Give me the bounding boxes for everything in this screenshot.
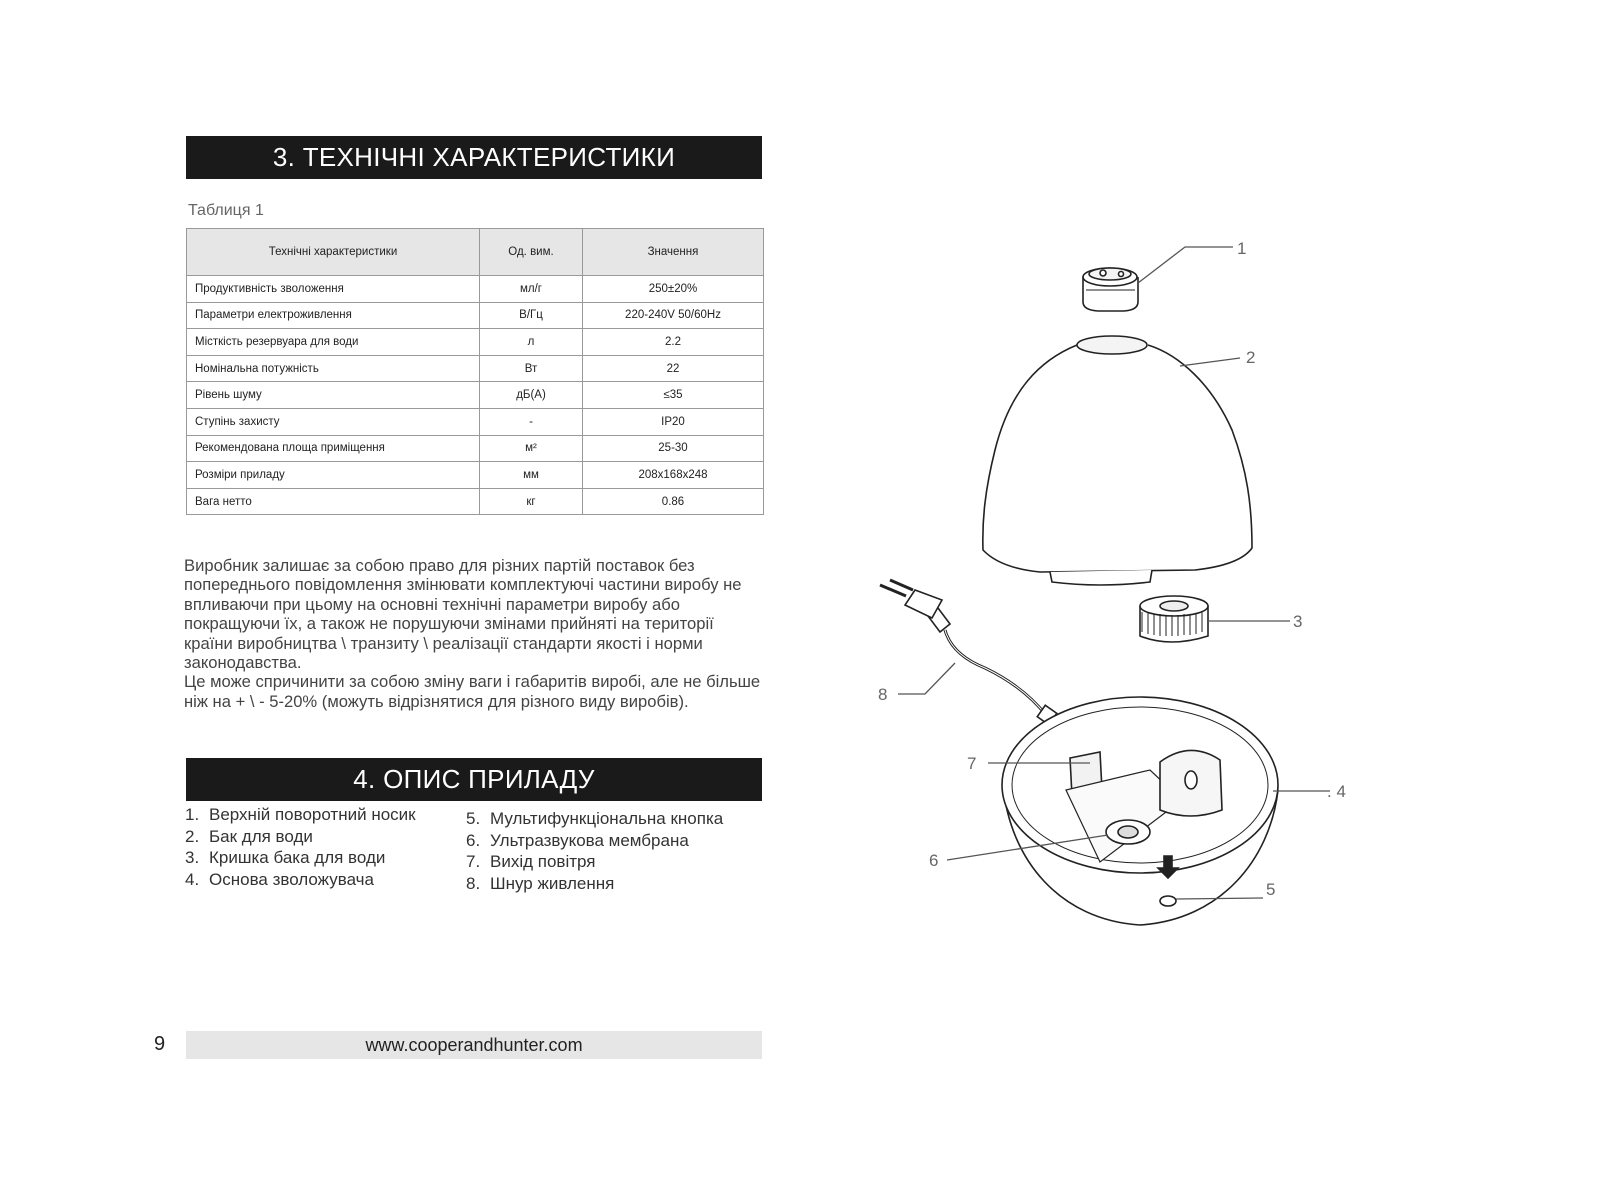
item-number: 4. — [185, 869, 200, 889]
item-number: 6. — [466, 830, 481, 850]
spec-table — [186, 228, 764, 515]
row-unit: В/Гц — [480, 302, 583, 329]
section-3-title: 3. ТЕХНІЧНІ ХАРАКТЕРИСТИКИ — [186, 136, 762, 179]
row-unit: Вт — [480, 355, 583, 382]
callout-8: 8 — [878, 685, 888, 704]
item-label: Бак для води — [209, 826, 313, 846]
header-value: Значення — [583, 229, 764, 276]
row-characteristic: Рекомендована площа приміщення — [187, 435, 480, 462]
item-number: 1. — [185, 805, 200, 824]
row-unit: мл/г — [480, 276, 583, 303]
footer-bar — [186, 1031, 762, 1059]
table-row — [187, 408, 764, 435]
table-row — [187, 435, 764, 462]
section-4-title: 4. ОПИС ПРИЛАДУ — [186, 758, 762, 801]
row-value: 220-240V 50/60Hz — [583, 302, 764, 329]
callout-2: 2 — [1246, 348, 1256, 367]
humidifier-base-part — [1002, 697, 1278, 925]
table-row — [187, 329, 764, 356]
page-number: 9 — [154, 1033, 166, 1055]
callout-6: 6 — [929, 851, 939, 870]
row-unit: кг — [480, 488, 583, 515]
callout-1: 1 — [1237, 239, 1247, 258]
row-characteristic: Вага нетто — [187, 488, 480, 515]
item-label: Вихід повітря — [490, 852, 596, 872]
row-value: 25-30 — [583, 435, 764, 462]
list-item — [466, 851, 723, 873]
row-value: 0.86 — [583, 488, 764, 515]
row-value: 22 — [583, 355, 764, 382]
row-characteristic: Продуктивність зволоження — [187, 276, 480, 303]
table-row — [187, 382, 764, 409]
item-number: 3. — [185, 848, 200, 868]
water-tank-part — [983, 336, 1252, 585]
item-label: Ультразвукова мембрана — [490, 830, 689, 850]
callout-3: 3 — [1293, 612, 1303, 631]
callout-7: 7 — [967, 754, 977, 773]
item-number: 5. — [466, 809, 481, 828]
table-row — [187, 462, 764, 489]
item-label: Основа зволожувача — [209, 869, 374, 889]
table-row — [187, 355, 764, 382]
top-nozzle-part — [1083, 268, 1138, 311]
row-unit: л — [480, 329, 583, 356]
row-unit: дБ(А) — [480, 382, 583, 409]
callout-4: . 4 — [1327, 782, 1346, 801]
disclaimer-paragraph-2: Це може спричинити за собою зміну ваги і габаритів виробі, але не більше ніж на + \ - 5-20% (можуть відрізнятися для різного виду виробів). — [184, 672, 761, 711]
row-value: ≤35 — [583, 382, 764, 409]
disclaimer-paragraph-1: Виробник залишає за собою право для різних партій поставок без попереднього повідомлення змінювати комплектуючі частини виробу не впливаючи при цьому на основні технічні параметри виробу або покращуючи їх, а також не порушуючи змінами прийняті на території країни виробництва \ транзиту \ реалізації стандарти якості і норми законодавства. — [184, 556, 742, 673]
row-characteristic: Розміри приладу — [187, 462, 480, 489]
manufacturer-disclaimer — [184, 556, 764, 711]
row-unit: - — [480, 408, 583, 435]
tank-cap-part — [1140, 596, 1208, 642]
table-caption: Таблиця 1 — [188, 202, 264, 219]
list-item — [185, 826, 416, 848]
row-value: IP20 — [583, 408, 764, 435]
table-header-row — [187, 229, 764, 276]
row-unit: мм — [480, 462, 583, 489]
list-item — [185, 847, 416, 869]
humidifier-exploded-diagram — [850, 225, 1346, 935]
row-characteristic: Рівень шуму — [187, 382, 480, 409]
row-characteristic: Ступінь захисту — [187, 408, 480, 435]
parts-list-left — [185, 804, 416, 890]
power-cord-part — [880, 580, 1057, 725]
row-value: 2.2 — [583, 329, 764, 356]
row-value: 250±20% — [583, 276, 764, 303]
row-characteristic: Параметри електроживлення — [187, 302, 480, 329]
parts-list-right — [466, 808, 723, 894]
item-label: Мультифункціональна кнопка — [490, 809, 724, 828]
row-characteristic: Місткість резервуара для води — [187, 329, 480, 356]
item-number: 2. — [185, 826, 200, 846]
table-row — [187, 488, 764, 515]
header-unit: Од. вим. — [480, 229, 583, 276]
table-row — [187, 302, 764, 329]
list-item — [466, 873, 723, 895]
list-item — [185, 804, 416, 826]
header-characteristic: Технічні характеристики — [187, 229, 480, 276]
row-unit: м² — [480, 435, 583, 462]
website-url: www.cooperandhunter.com — [365, 1035, 583, 1055]
row-characteristic: Номінальна потужність — [187, 355, 480, 382]
list-item — [466, 808, 723, 830]
item-number: 7. — [466, 852, 481, 872]
list-item — [466, 830, 723, 852]
row-value: 208x168x248 — [583, 462, 764, 489]
item-label: Верхній поворотний носик — [209, 805, 416, 824]
table-row — [187, 276, 764, 303]
callout-5: 5 — [1266, 880, 1276, 899]
item-label: Шнур живлення — [490, 873, 615, 893]
list-item — [185, 869, 416, 891]
item-label: Кришка бака для води — [209, 848, 386, 868]
item-number: 8. — [466, 873, 481, 893]
